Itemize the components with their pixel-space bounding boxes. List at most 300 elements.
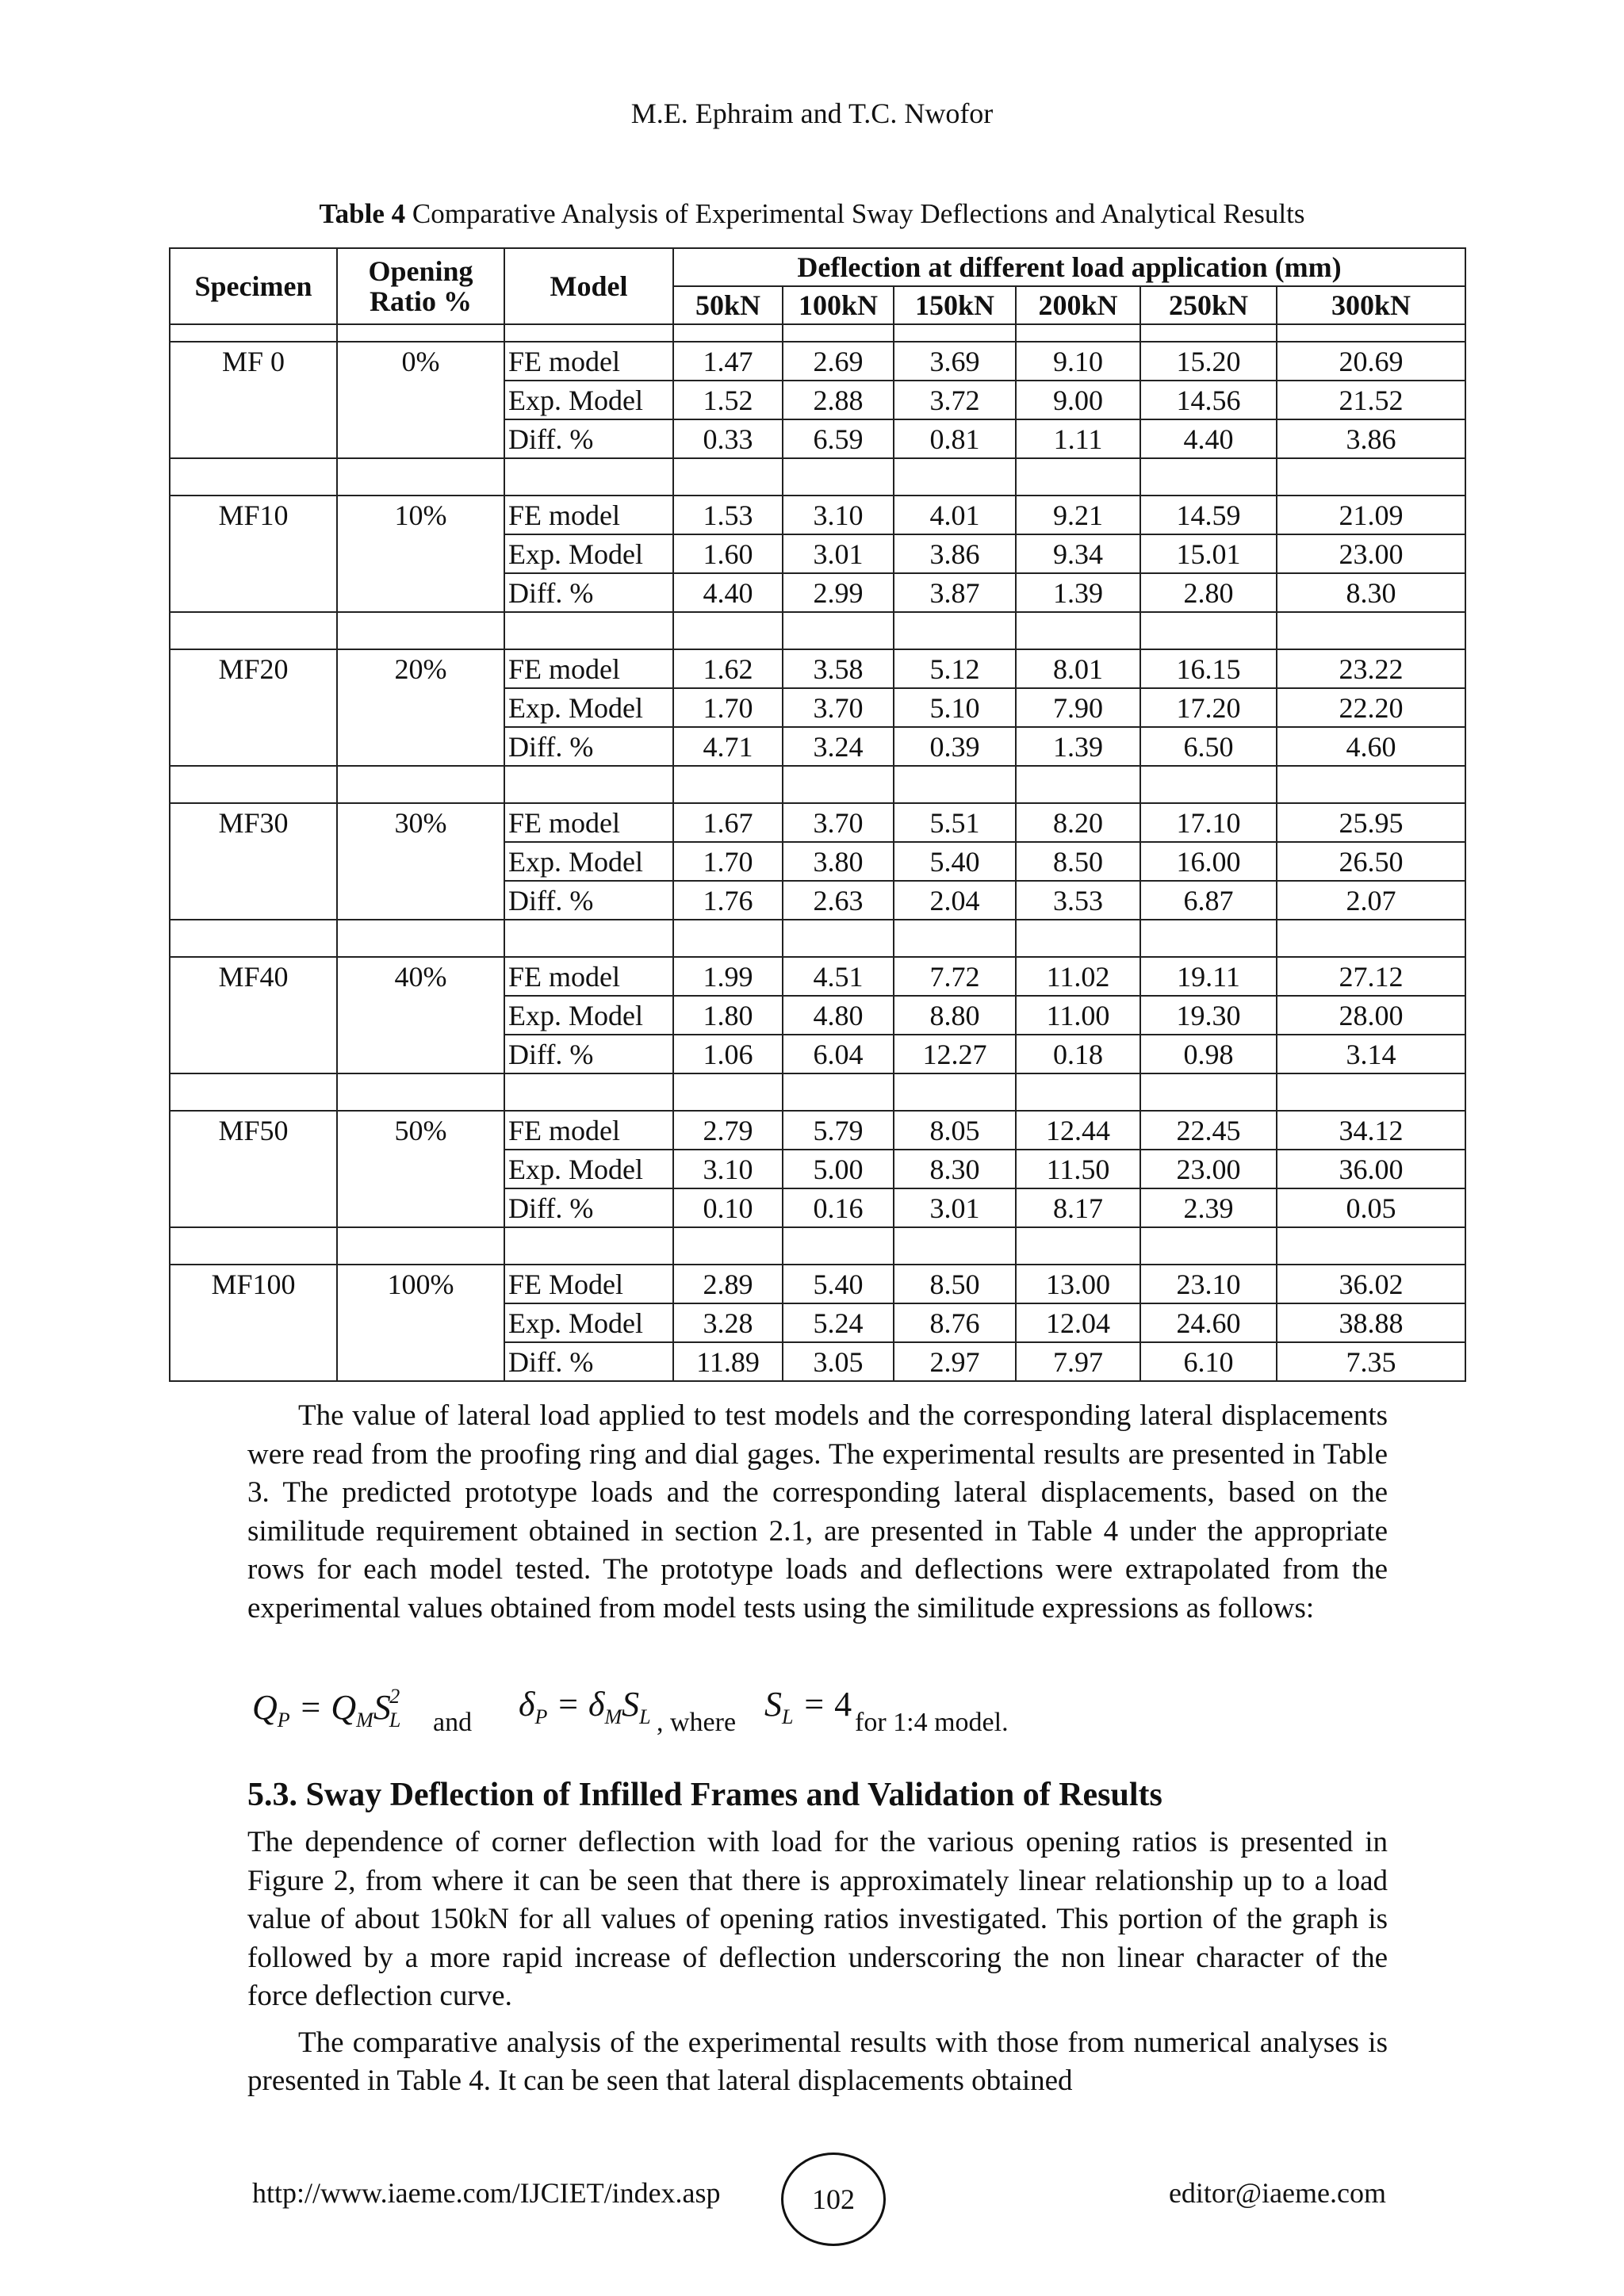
header-load-250kn: 250kN — [1140, 286, 1277, 324]
spacer-cell — [1277, 1073, 1465, 1111]
deflection-value-cell: 4.40 — [673, 573, 783, 612]
spacer-row — [170, 766, 1465, 803]
deflection-value-cell: 4.60 — [1277, 727, 1465, 766]
specimen-cell: MF40 — [170, 957, 337, 996]
deflection-value-cell: 3.86 — [894, 534, 1016, 573]
model-cell: Exp. Model — [504, 1150, 673, 1188]
deflection-value-cell: 1.62 — [673, 649, 783, 688]
deflection-value-cell: 1.67 — [673, 803, 783, 842]
spacer-cell — [783, 766, 894, 803]
spacer-cell — [673, 1073, 783, 1111]
deflection-value-cell: 11.89 — [673, 1342, 783, 1381]
spacer-cell — [504, 458, 673, 496]
model-cell: Diff. % — [504, 419, 673, 458]
spacer-cell — [673, 920, 783, 957]
table-row — [170, 1111, 1465, 1150]
deflection-value-cell: 22.45 — [1140, 1111, 1277, 1150]
deflection-value-cell: 6.04 — [783, 1035, 894, 1073]
table-row — [170, 1342, 1465, 1381]
deflection-value-cell: 34.12 — [1277, 1111, 1465, 1150]
deflection-value-cell: 1.99 — [673, 957, 783, 996]
deflection-value-cell: 19.30 — [1140, 996, 1277, 1035]
deflection-value-cell: 36.02 — [1277, 1265, 1465, 1303]
deflection-value-cell: 26.50 — [1277, 842, 1465, 881]
deflection-value-cell: 6.59 — [783, 419, 894, 458]
deflection-value-cell: 24.60 — [1140, 1303, 1277, 1342]
spacer-cell — [673, 324, 783, 342]
specimen-cell — [170, 727, 337, 766]
deflection-value-cell: 12.44 — [1016, 1111, 1140, 1150]
spacer-row — [170, 1227, 1465, 1265]
formula-load: $Q_P = Q_MS_L^2$ — [252, 1685, 401, 1732]
specimen-cell: MF30 — [170, 803, 337, 842]
deflection-value-cell: 1.76 — [673, 881, 783, 920]
spacer-cell — [894, 1073, 1016, 1111]
similitude-formula — [252, 1687, 1394, 1751]
spacer-cell — [1140, 1073, 1277, 1111]
header-deflection-group: Deflection at different load application (mm) — [673, 248, 1465, 286]
model-cell: FE model — [504, 803, 673, 842]
deflection-value-cell: 1.52 — [673, 381, 783, 419]
specimen-cell — [170, 1188, 337, 1227]
deflection-value-cell: 3.70 — [783, 803, 894, 842]
spacer-cell — [783, 324, 894, 342]
deflection-value-cell: 5.10 — [894, 688, 1016, 727]
deflection-value-cell: 23.22 — [1277, 649, 1465, 688]
spacer-row — [170, 1073, 1465, 1111]
opening-ratio-cell: 20% — [337, 649, 504, 688]
spacer-cell — [337, 458, 504, 496]
spacer-cell — [337, 1227, 504, 1265]
spacer-cell — [1277, 324, 1465, 342]
deflection-value-cell: 1.39 — [1016, 573, 1140, 612]
spacer-cell — [894, 612, 1016, 649]
spacer-cell — [783, 458, 894, 496]
opening-ratio-cell — [337, 688, 504, 727]
section-title: 5.3. Sway Deflection of Infilled Frames and Validation of Results — [247, 1777, 1162, 1813]
deflection-value-cell: 22.20 — [1277, 688, 1465, 727]
paragraph-1 — [247, 1397, 1388, 1628]
spacer-cell — [1140, 458, 1277, 496]
opening-ratio-cell: 30% — [337, 803, 504, 842]
deflection-value-cell: 0.81 — [894, 419, 1016, 458]
model-cell: Diff. % — [504, 1342, 673, 1381]
specimen-cell — [170, 1150, 337, 1188]
specimen-cell — [170, 1342, 337, 1381]
spacer-cell — [673, 458, 783, 496]
deflection-value-cell: 13.00 — [1016, 1265, 1140, 1303]
table-row — [170, 842, 1465, 881]
opening-ratio-cell: 50% — [337, 1111, 504, 1150]
header-load-100kn: 100kN — [783, 286, 894, 324]
header-load-150kn: 150kN — [894, 286, 1016, 324]
deflection-value-cell: 1.06 — [673, 1035, 783, 1073]
table-caption-text: Comparative Analysis of Experimental Sway Deflections and Analytical Results — [405, 198, 1305, 229]
opening-ratio-cell — [337, 996, 504, 1035]
deflection-value-cell: 1.60 — [673, 534, 783, 573]
model-cell: Exp. Model — [504, 1303, 673, 1342]
opening-ratio-cell — [337, 534, 504, 573]
opening-ratio-cell: 100% — [337, 1265, 504, 1303]
deflection-value-cell: 14.59 — [1140, 496, 1277, 534]
formula-and: and — [433, 1708, 473, 1737]
deflection-value-cell: 3.87 — [894, 573, 1016, 612]
model-cell: FE model — [504, 957, 673, 996]
spacer-cell — [894, 920, 1016, 957]
spacer-row — [170, 612, 1465, 649]
spacer-cell — [894, 766, 1016, 803]
table-row — [170, 1150, 1465, 1188]
formula-scale-value: 4 — [834, 1685, 852, 1724]
deflection-value-cell: 2.99 — [783, 573, 894, 612]
spacer-cell — [1277, 458, 1465, 496]
paragraph-2-text: The dependence of corner deflection with load for the various opening ratios is presented in Figure 2, from where it can be seen that there is approximately linear relationship up to a load value of about 150kN for all values of opening ratios investigated. This portion of the graph is followed by a more rapid increase of deflection underscoring the non linear character of the force deflection curve. — [247, 1826, 1388, 2012]
spacer-cell — [504, 1073, 673, 1111]
paragraph-2 — [247, 1823, 1388, 2101]
spacer-cell — [894, 458, 1016, 496]
table-row — [170, 1265, 1465, 1303]
table-row — [170, 649, 1465, 688]
table-caption-label: Table 4 — [319, 198, 406, 229]
deflection-value-cell: 3.58 — [783, 649, 894, 688]
deflection-value-cell: 12.04 — [1016, 1303, 1140, 1342]
spacer-cell — [894, 324, 1016, 342]
spacer-cell — [170, 458, 337, 496]
deflection-value-cell: 3.05 — [783, 1342, 894, 1381]
deflection-value-cell: 17.20 — [1140, 688, 1277, 727]
formula-deflection: $\delta_P = \delta_MS_L$ — [519, 1685, 651, 1728]
deflection-value-cell: 8.76 — [894, 1303, 1016, 1342]
deflection-value-cell: 4.01 — [894, 496, 1016, 534]
deflection-value-cell: 12.27 — [894, 1035, 1016, 1073]
deflection-value-cell: 3.53 — [1016, 881, 1140, 920]
spacer-cell — [1016, 766, 1140, 803]
table-row — [170, 534, 1465, 573]
opening-ratio-cell: 40% — [337, 957, 504, 996]
deflection-value-cell: 2.39 — [1140, 1188, 1277, 1227]
specimen-cell: MF 0 — [170, 342, 337, 381]
deflection-value-cell: 6.10 — [1140, 1342, 1277, 1381]
spacer-cell — [504, 1227, 673, 1265]
header-specimen: Specimen — [170, 248, 337, 324]
spacer-cell — [1277, 920, 1465, 957]
opening-ratio-cell — [337, 1303, 504, 1342]
opening-ratio-cell — [337, 1342, 504, 1381]
deflection-value-cell: 7.72 — [894, 957, 1016, 996]
deflection-value-cell: 3.10 — [673, 1150, 783, 1188]
deflection-value-cell: 6.87 — [1140, 881, 1277, 920]
spacer-cell — [1277, 766, 1465, 803]
deflection-value-cell: 0.98 — [1140, 1035, 1277, 1073]
specimen-cell — [170, 419, 337, 458]
table-row — [170, 1035, 1465, 1073]
deflection-value-cell: 2.07 — [1277, 881, 1465, 920]
deflection-value-cell: 15.01 — [1140, 534, 1277, 573]
deflection-value-cell: 3.24 — [783, 727, 894, 766]
model-cell: FE model — [504, 342, 673, 381]
paragraph-1-text: The value of lateral load applied to test models and the corresponding lateral displacements were read from the proofing ring and dial gages. The experimental results are presented in Table 3. The predicted prototype loads and the corresponding lateral displacements, based on the similitude requirement obtained in section 2.1, are presented in Table 4 under the appropriate rows for each model tested. The prototype loads and deflections were extrapolated from the experimental values obtained from model tests using the similitude expressions as follows: — [247, 1399, 1388, 1624]
deflection-value-cell: 2.80 — [1140, 573, 1277, 612]
table-row — [170, 381, 1465, 419]
spacer-cell — [504, 766, 673, 803]
specimen-cell — [170, 573, 337, 612]
table-row — [170, 342, 1465, 381]
deflection-value-cell: 2.04 — [894, 881, 1016, 920]
deflection-value-cell: 16.15 — [1140, 649, 1277, 688]
spacer-cell — [783, 612, 894, 649]
spacer-cell — [170, 1227, 337, 1265]
model-cell: Diff. % — [504, 727, 673, 766]
deflection-value-cell: 2.69 — [783, 342, 894, 381]
deflection-value-cell: 3.01 — [783, 534, 894, 573]
spacer-cell — [1140, 766, 1277, 803]
deflection-value-cell: 5.51 — [894, 803, 1016, 842]
spacer-row — [170, 458, 1465, 496]
spacer-cell — [170, 1073, 337, 1111]
deflection-value-cell: 38.88 — [1277, 1303, 1465, 1342]
deflection-value-cell: 1.80 — [673, 996, 783, 1035]
running-header: M.E. Ephraim and T.C. Nwofor — [630, 98, 994, 129]
spacer-cell — [1016, 612, 1140, 649]
table-row — [170, 496, 1465, 534]
deflection-value-cell: 16.00 — [1140, 842, 1277, 881]
deflection-value-cell: 1.70 — [673, 842, 783, 881]
model-cell: Diff. % — [504, 881, 673, 920]
model-cell: FE model — [504, 496, 673, 534]
deflection-value-cell: 7.97 — [1016, 1342, 1140, 1381]
table-row — [170, 727, 1465, 766]
deflection-value-cell: 6.50 — [1140, 727, 1277, 766]
deflection-value-cell: 9.34 — [1016, 534, 1140, 573]
table-row — [170, 996, 1465, 1035]
deflection-value-cell: 8.80 — [894, 996, 1016, 1035]
specimen-cell — [170, 842, 337, 881]
deflection-value-cell: 5.12 — [894, 649, 1016, 688]
deflection-value-cell: 19.11 — [1140, 957, 1277, 996]
header-load-50kn: 50kN — [673, 286, 783, 324]
header-load-200kn: 200kN — [1016, 286, 1140, 324]
spacer-row — [170, 324, 1465, 342]
specimen-cell — [170, 1303, 337, 1342]
deflection-value-cell: 5.79 — [783, 1111, 894, 1150]
deflection-value-cell: 8.20 — [1016, 803, 1140, 842]
deflection-value-cell: 0.16 — [783, 1188, 894, 1227]
footer-url[interactable]: http://www.iaeme.com/IJCIET/index.asp — [252, 2177, 721, 2209]
deflection-value-cell: 3.69 — [894, 342, 1016, 381]
table-row — [170, 803, 1465, 842]
deflection-value-cell: 0.10 — [673, 1188, 783, 1227]
table-row — [170, 419, 1465, 458]
opening-ratio-cell — [337, 727, 504, 766]
model-cell: Diff. % — [504, 573, 673, 612]
specimen-cell — [170, 688, 337, 727]
spacer-cell — [504, 612, 673, 649]
spacer-cell — [1140, 324, 1277, 342]
table-row — [170, 688, 1465, 727]
spacer-cell — [337, 766, 504, 803]
model-cell: Exp. Model — [504, 842, 673, 881]
deflection-value-cell: 1.39 — [1016, 727, 1140, 766]
table-row — [170, 957, 1465, 996]
specimen-cell: MF100 — [170, 1265, 337, 1303]
deflection-value-cell: 11.02 — [1016, 957, 1140, 996]
deflection-value-cell: 1.11 — [1016, 419, 1140, 458]
spacer-cell — [504, 920, 673, 957]
deflection-value-cell: 3.86 — [1277, 419, 1465, 458]
spacer-cell — [1016, 920, 1140, 957]
specimen-cell — [170, 381, 337, 419]
deflection-value-cell: 21.52 — [1277, 381, 1465, 419]
deflection-value-cell: 8.17 — [1016, 1188, 1140, 1227]
spacer-cell — [1016, 458, 1140, 496]
spacer-cell — [1277, 612, 1465, 649]
deflection-value-cell: 23.10 — [1140, 1265, 1277, 1303]
spacer-cell — [673, 1227, 783, 1265]
paragraph-3-text: The comparative analysis of the experimental results with those from numerical analyses is presented in Table 4. It can be seen that lateral displacements obtained — [247, 2026, 1388, 2097]
deflection-value-cell: 5.24 — [783, 1303, 894, 1342]
table-row — [170, 1188, 1465, 1227]
spacer-cell — [1016, 324, 1140, 342]
opening-ratio-cell — [337, 381, 504, 419]
spacer-cell — [894, 1227, 1016, 1265]
spacer-cell — [1140, 920, 1277, 957]
spacer-cell — [337, 1073, 504, 1111]
deflection-value-cell: 4.80 — [783, 996, 894, 1035]
deflection-value-cell: 1.70 — [673, 688, 783, 727]
formula-where: , where — [657, 1708, 737, 1737]
spacer-cell — [337, 920, 504, 957]
spacer-cell — [170, 920, 337, 957]
deflection-value-cell: 2.97 — [894, 1342, 1016, 1381]
deflection-value-cell: 2.79 — [673, 1111, 783, 1150]
spacer-cell — [504, 324, 673, 342]
footer-email[interactable]: editor@iaeme.com — [1168, 2177, 1386, 2209]
deflection-value-cell: 4.40 — [1140, 419, 1277, 458]
deflection-value-cell: 23.00 — [1140, 1150, 1277, 1188]
table-row — [170, 881, 1465, 920]
deflection-value-cell: 8.30 — [1277, 573, 1465, 612]
table-caption — [0, 198, 1624, 230]
spacer-cell — [1016, 1227, 1140, 1265]
deflection-value-cell: 20.69 — [1277, 342, 1465, 381]
deflection-value-cell: 3.70 — [783, 688, 894, 727]
model-cell: Exp. Model — [504, 688, 673, 727]
deflection-value-cell: 21.09 — [1277, 496, 1465, 534]
opening-ratio-cell: 10% — [337, 496, 504, 534]
model-cell: Exp. Model — [504, 996, 673, 1035]
deflection-value-cell: 5.40 — [894, 842, 1016, 881]
model-cell: Exp. Model — [504, 534, 673, 573]
formula-model-note: for 1:4 model. — [855, 1708, 1009, 1737]
deflection-value-cell: 0.18 — [1016, 1035, 1140, 1073]
spacer-cell — [1277, 1227, 1465, 1265]
deflection-value-cell: 0.39 — [894, 727, 1016, 766]
deflection-value-cell: 1.53 — [673, 496, 783, 534]
spacer-row — [170, 920, 1465, 957]
header-model: Model — [504, 248, 673, 324]
deflection-value-cell: 2.88 — [783, 381, 894, 419]
deflection-value-cell: 23.00 — [1277, 534, 1465, 573]
deflection-value-cell: 8.50 — [894, 1265, 1016, 1303]
specimen-cell: MF50 — [170, 1111, 337, 1150]
spacer-cell — [783, 1227, 894, 1265]
deflection-value-cell: 3.80 — [783, 842, 894, 881]
page-number: 102 — [781, 2152, 886, 2246]
model-cell: FE Model — [504, 1265, 673, 1303]
opening-ratio-cell — [337, 1188, 504, 1227]
comparative-analysis-table — [169, 247, 1466, 1382]
spacer-cell — [673, 612, 783, 649]
deflection-value-cell: 5.40 — [783, 1265, 894, 1303]
spacer-cell — [337, 612, 504, 649]
deflection-value-cell: 25.95 — [1277, 803, 1465, 842]
deflection-value-cell: 5.00 — [783, 1150, 894, 1188]
deflection-value-cell: 8.05 — [894, 1111, 1016, 1150]
deflection-value-cell: 9.21 — [1016, 496, 1140, 534]
deflection-value-cell: 4.71 — [673, 727, 783, 766]
spacer-cell — [1140, 612, 1277, 649]
spacer-cell — [170, 766, 337, 803]
model-cell: FE model — [504, 1111, 673, 1150]
formula-scale: $S_L = 4$ — [764, 1685, 852, 1728]
deflection-value-cell: 2.63 — [783, 881, 894, 920]
deflection-value-cell: 1.47 — [673, 342, 783, 381]
deflection-value-cell: 7.35 — [1277, 1342, 1465, 1381]
opening-ratio-cell — [337, 1035, 504, 1073]
deflection-value-cell: 8.30 — [894, 1150, 1016, 1188]
deflection-value-cell: 2.89 — [673, 1265, 783, 1303]
deflection-value-cell: 3.14 — [1277, 1035, 1465, 1073]
deflection-value-cell: 8.50 — [1016, 842, 1140, 881]
deflection-value-cell: 9.00 — [1016, 381, 1140, 419]
spacer-cell — [783, 920, 894, 957]
spacer-cell — [337, 324, 504, 342]
model-cell: Diff. % — [504, 1035, 673, 1073]
table-row — [170, 573, 1465, 612]
deflection-value-cell: 15.20 — [1140, 342, 1277, 381]
spacer-cell — [1140, 1227, 1277, 1265]
specimen-cell: MF10 — [170, 496, 337, 534]
deflection-value-cell: 9.10 — [1016, 342, 1140, 381]
deflection-value-cell: 3.01 — [894, 1188, 1016, 1227]
specimen-cell — [170, 534, 337, 573]
deflection-value-cell: 27.12 — [1277, 957, 1465, 996]
deflection-value-cell: 8.01 — [1016, 649, 1140, 688]
specimen-cell — [170, 996, 337, 1035]
spacer-cell — [1016, 1073, 1140, 1111]
table-body — [170, 324, 1465, 1381]
spacer-cell — [673, 766, 783, 803]
opening-ratio-cell — [337, 1150, 504, 1188]
spacer-cell — [170, 324, 337, 342]
spacer-cell — [783, 1073, 894, 1111]
model-cell: Diff. % — [504, 1188, 673, 1227]
deflection-value-cell: 28.00 — [1277, 996, 1465, 1035]
deflection-value-cell: 7.90 — [1016, 688, 1140, 727]
model-cell: Exp. Model — [504, 381, 673, 419]
header-load-300kn: 300kN — [1277, 286, 1465, 324]
specimen-cell: MF20 — [170, 649, 337, 688]
opening-ratio-cell — [337, 419, 504, 458]
opening-ratio-cell — [337, 573, 504, 612]
table-row — [170, 1303, 1465, 1342]
opening-ratio-cell — [337, 881, 504, 920]
deflection-value-cell: 4.51 — [783, 957, 894, 996]
deflection-value-cell: 3.72 — [894, 381, 1016, 419]
deflection-value-cell: 14.56 — [1140, 381, 1277, 419]
deflection-value-cell: 11.00 — [1016, 996, 1140, 1035]
deflection-value-cell: 17.10 — [1140, 803, 1277, 842]
